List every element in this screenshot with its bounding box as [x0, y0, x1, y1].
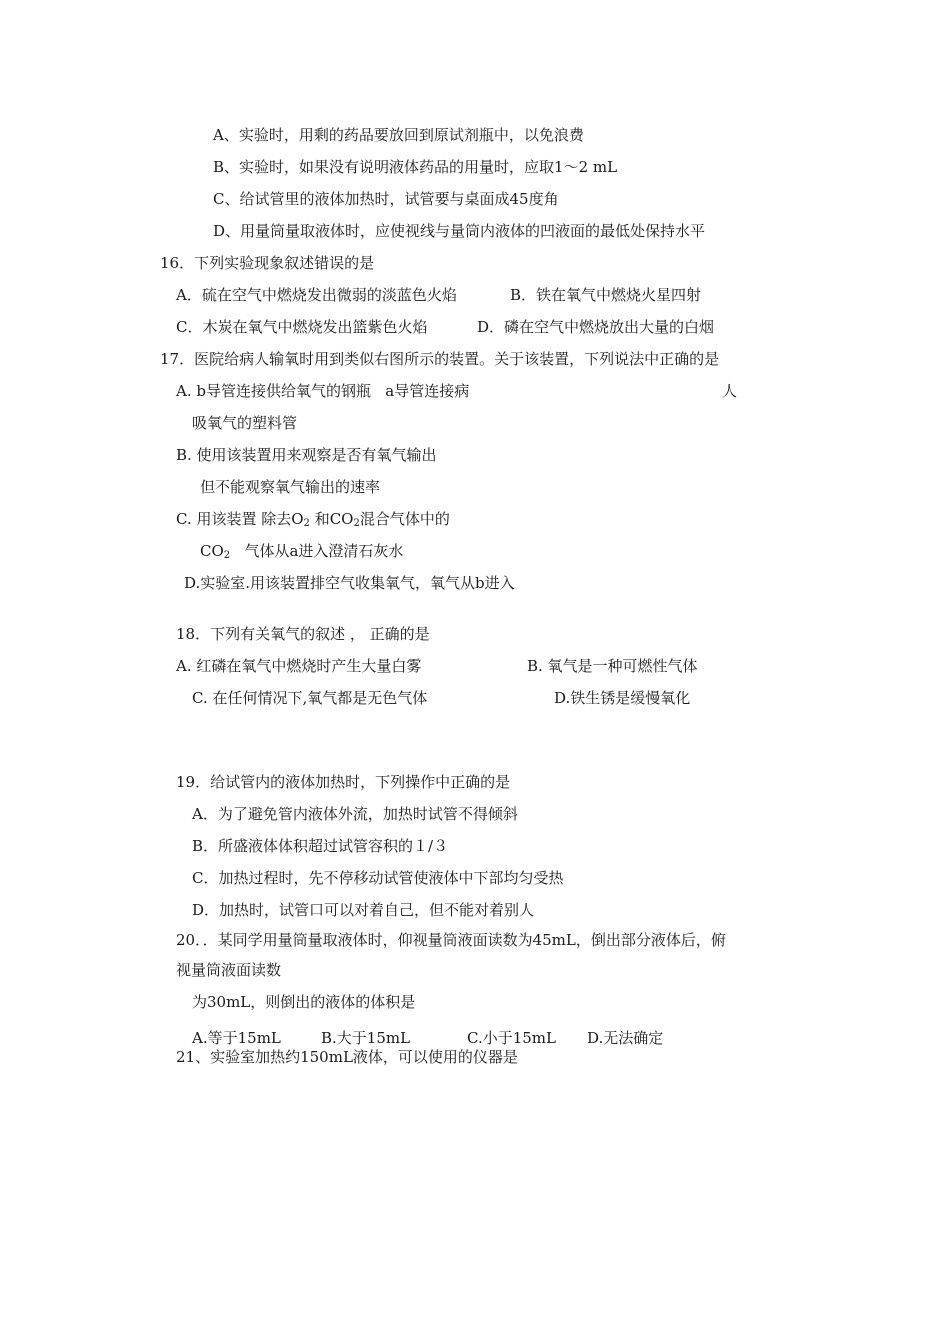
q17-c2-post: 气体从a进入澄清石灰水 — [230, 542, 404, 560]
q21-stem: 21、实验室加热约150mL液体，可以使用的仪器是 — [176, 1048, 518, 1066]
q16-option-b: B．铁在氧气中燃烧火星四射 — [510, 286, 702, 304]
q17-c1-sub2: 2 — [353, 518, 360, 529]
q15-option-c: C、给试管里的液体加热时，试管要与桌面成45度角 — [213, 190, 559, 208]
q16-option-a: A．硫在空气中燃烧发出微弱的淡蓝色火焰 — [176, 286, 457, 304]
q18-option-b: B. 氧气是一种可燃性气体 — [527, 657, 698, 675]
q20-option-b: B.大于15mL — [321, 1029, 411, 1047]
q20-stem-line2: 视量筒液面读数 — [176, 961, 282, 979]
q17-option-b-line1: B. 使用该装置用来观察是否有氧气输出 — [176, 446, 437, 464]
q19-option-a: A．为了避免管内液体外流，加热时试管不得倾斜 — [192, 805, 518, 823]
q15-option-d: D、用量筒量取液体时，应使视线与量筒内液体的凹液面的最低处保持水平 — [213, 222, 706, 240]
q17-stem: 17．医院给病人输氧时用到类似右图所示的装置。关于该装置，下列说法中正确的是 — [160, 350, 720, 368]
q17-c2-pre: CO — [200, 542, 224, 560]
q19-stem: 19．给试管内的液体加热时，下列操作中正确的是 — [176, 773, 511, 791]
q17-c1-pre: C. 用该装置 除去O — [176, 510, 304, 528]
q17-option-c-line2 — [200, 541, 403, 566]
q20-option-d: D.无法确定 — [587, 1029, 664, 1047]
q17-option-c-line1 — [176, 509, 450, 534]
q18-option-d: D.铁生锈是缓慢氧化 — [554, 689, 691, 707]
q19-option-c: C．加热过程时，先不停移动试管使液体中下部均匀受热 — [192, 869, 564, 887]
q17-option-a-line2: 吸氧气的塑料管 — [192, 414, 298, 432]
q20-stem-line1: 20．．某同学用量筒量取液体时，仰视量筒液面读数为45mL，倒出部分液体后，俯 — [176, 931, 726, 949]
q20-stem-line3: 为30mL，则倒出的液体的体积是 — [192, 993, 416, 1011]
q15-option-b: B、实验时，如果没有说明液体药品的用量时，应取1～2 mL — [213, 158, 618, 176]
q17-c2-sub: 2 — [223, 550, 231, 561]
q19-option-b: B．所盛液体体积超过试管容积的１/３ — [192, 837, 449, 855]
q17-c1-sub1: 2 — [303, 518, 310, 529]
q15-option-a: A、实验时，用剩的药品要放回到原试剂瓶中，以免浪费 — [213, 126, 584, 144]
q16-option-d: D．磷在空气中燃烧放出大量的白烟 — [477, 318, 715, 336]
q17-c1-mid: 和CO — [309, 510, 354, 528]
q16-stem: 16．下列实验现象叙述错误的是 — [160, 254, 375, 272]
q17-option-b-line2: 但不能观察氧气输出的速率 — [200, 478, 381, 496]
q20-option-c: C.小于15mL — [467, 1029, 556, 1047]
q19-option-d: D．加热时，试管口可以对着自己，但不能对着别人 — [192, 901, 535, 919]
q18-stem: 18．下列有关氧气的叙述 ， 正确的是 — [176, 625, 430, 643]
q18-option-a: A. 红磷在氧气中燃烧时产生大量白雾 — [176, 657, 422, 675]
q17-option-a-line1-tail: 人 — [722, 382, 738, 400]
q17-c1-post: 混合气体中的 — [359, 510, 450, 528]
q20-option-a: A.等于15mL — [192, 1029, 281, 1047]
q16-option-c: C．木炭在氧气中燃烧发出篮紫色火焰 — [176, 318, 428, 336]
q18-option-c: C. 在任何情况下,氧气都是无色气体 — [192, 689, 428, 707]
q17-option-d: D.实验室.用该装置排空气收集氧气，氧气从b进入 — [184, 574, 515, 592]
q17-option-a-line1: A. b导管连接供给氧气的钢瓶 a导管连接病 — [176, 382, 470, 400]
